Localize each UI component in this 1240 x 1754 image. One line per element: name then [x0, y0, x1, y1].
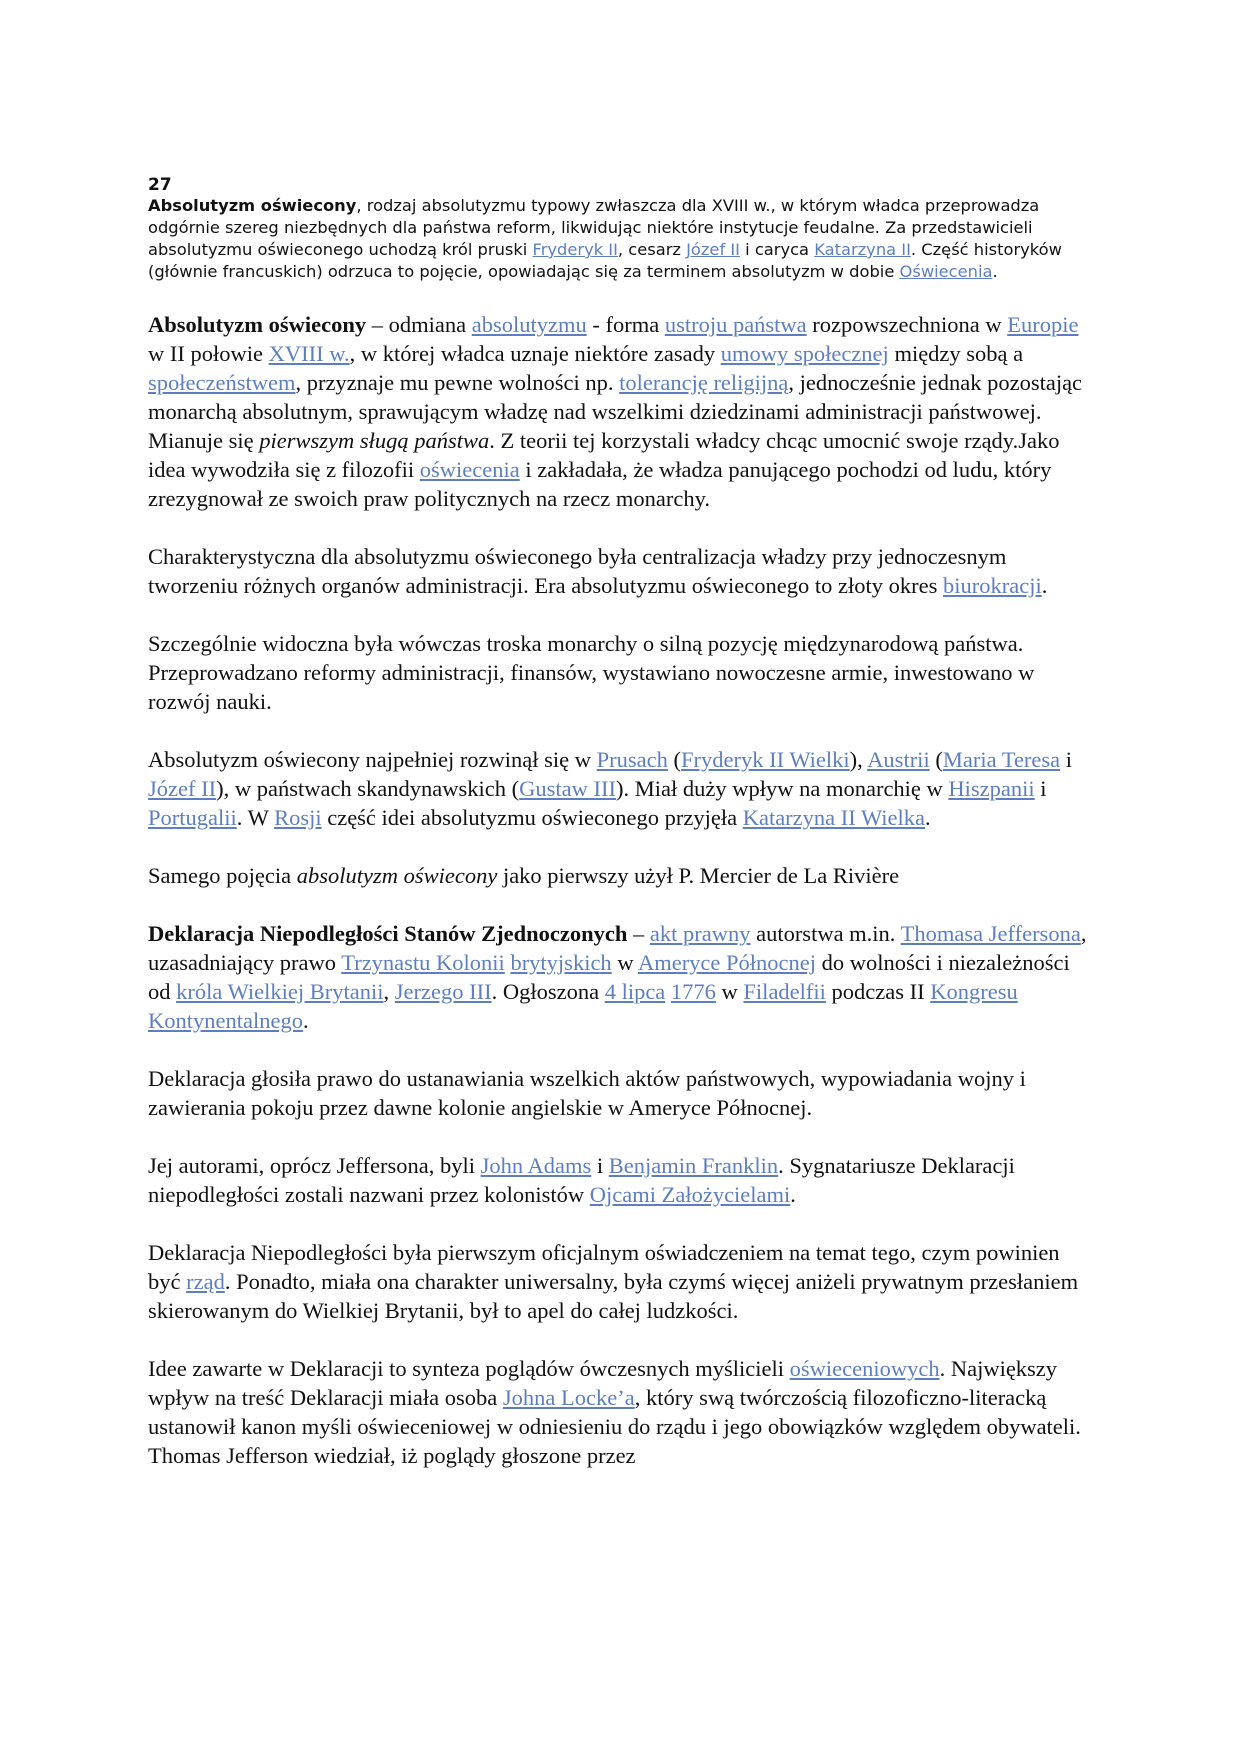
text: . Część historyków (głównie francuskich) odrzuca to pojęcie, opowiadając się za terminem absolutyzm w dobie [148, 240, 1062, 281]
text: Absolutyzm oświecony najpełniej rozwinął się w [148, 747, 597, 772]
link-jozef-ii[interactable]: Józef II [686, 240, 740, 259]
paragraph-centralization [148, 542, 1093, 600]
text: , [383, 979, 395, 1004]
link-brytyjskich[interactable]: brytyjskich [510, 950, 612, 975]
paragraph-government [148, 1238, 1093, 1325]
text: , cesarz [617, 240, 687, 259]
paragraph-definition [148, 310, 1093, 513]
text: Deklaracja Niepodległości była pierwszym oficjalnym oświadczeniem na temat tego, czym powinien być [148, 1240, 1060, 1294]
paragraph-countries [148, 745, 1093, 832]
text: , jednocześnie jednak pozostając monarchą absolutnym, sprawującym władzę nad wszelkimi dziedzinami administracji państwowej. Mianuje się [148, 370, 1083, 453]
text: i [1034, 776, 1047, 801]
text: część idei absolutyzmu oświeconego przyjęła [321, 805, 743, 830]
text: , w której władca uznaje niektóre zasady [349, 341, 721, 366]
document-page [148, 175, 1093, 1470]
text: Idee zawarte w Deklaracji to synteza poglądów ówczesnych myślicieli [148, 1356, 790, 1381]
text: w [611, 950, 638, 975]
paragraph-international [148, 629, 1093, 716]
text: . [302, 1008, 309, 1033]
text: podczas II [825, 979, 931, 1004]
text: ), [849, 747, 868, 772]
declaration-term: Deklaracja Niepodległości Stanów Zjednoczonych [148, 921, 628, 946]
text: Deklaracja głosiła prawo do ustanawiania wszelkich aktów państwowych, wypowiadania wojny i zawierania pokoju przez dawne kolonie angielskie w Ameryce Północnej. [148, 1066, 1026, 1120]
text: – [627, 921, 650, 946]
text: jako pierwszy użył P. Mercier de La Rivière [497, 863, 900, 888]
paragraph-ideas [148, 1354, 1093, 1470]
italic-text: absolutyzm oświecony [296, 863, 498, 888]
text: . Ponadto, miała ona charakter uniwersalny, była czymś więcej aniżeli prywatnym przesłaniem skierowanym do Wielkiej Brytanii, był to apel do całej ludzkości. [148, 1269, 1079, 1323]
link-johna-lockea[interactable]: Johna Locke’a [502, 1385, 635, 1410]
link-4-lipca[interactable]: 4 lipca [604, 979, 666, 1004]
text: ). Miał duży wpływ na monarchię w [616, 776, 949, 801]
link-xviii-w[interactable]: XVIII w. [268, 341, 350, 366]
link-hiszpanii[interactable]: Hiszpanii [948, 776, 1035, 801]
text: . [992, 262, 998, 281]
link-austrii[interactable]: Austrii [867, 747, 930, 772]
text: między sobą a [888, 341, 1024, 366]
text: autorstwa m.in. [750, 921, 901, 946]
text: . [790, 1182, 796, 1207]
link-oswiecenia[interactable]: Oświecenia [899, 262, 993, 281]
paragraph-term-origin [148, 861, 1093, 890]
text: Szczególnie widoczna była wówczas troska monarchy o silną pozycję międzynarodową państwa. Przeprowadzano reformy administracji, finansów, wystawiano nowoczesne armie, inwestowano w rozwój nauki. [148, 631, 1035, 714]
link-europie[interactable]: Europie [1007, 312, 1079, 337]
text: i [591, 1153, 609, 1178]
text: Charakterystyczna dla absolutyzmu oświeconego była centralizacja władzy przy jednoczesnym tworzeniu różnych organów administracji. Era absolutyzmu oświeconego to złoty okres [148, 544, 1007, 598]
intro-term: Absolutyzm oświecony [148, 196, 357, 215]
link-oswieceniowych[interactable]: oświeceniowych [789, 1356, 940, 1381]
link-fryderyk-ii[interactable]: Fryderyk II [532, 240, 618, 259]
link-akt-prawny[interactable]: akt prawny [649, 921, 751, 946]
link-rzad[interactable]: rząd [186, 1269, 225, 1294]
page-number: 27 [148, 175, 172, 195]
text: . W [236, 805, 275, 830]
text: rozpowszechniona w [806, 312, 1008, 337]
link-tolerancje-religijna[interactable]: tolerancję religijną [619, 370, 789, 395]
text: . Sygnatariusze Deklaracji niepodległości zostali nazwani przez kolonistów [148, 1153, 1015, 1207]
text: . Z teorii tej korzystali władcy chcąc umocnić swoje rządy.Jako idea wywodziła się z filozofii [148, 428, 1060, 482]
definition-term: Absolutyzm oświecony [148, 312, 367, 337]
text: - forma [586, 312, 665, 337]
text: . [1041, 573, 1048, 598]
link-1776[interactable]: 1776 [670, 979, 716, 1004]
text: . Największy wpływ na treść Deklaracji miała osoba [148, 1356, 1058, 1410]
link-ustroju-panstwa[interactable]: ustroju państwa [664, 312, 807, 337]
link-maria-teresa[interactable]: Maria Teresa [942, 747, 1061, 772]
text: Jej autorami, oprócz Jeffersona, byli [148, 1153, 481, 1178]
text: i [1060, 747, 1073, 772]
link-katarzyna-ii-wielka[interactable]: Katarzyna II Wielka [742, 805, 926, 830]
text: Samego pojęcia [148, 863, 297, 888]
link-benjamin-franklin[interactable]: Benjamin Franklin [608, 1153, 779, 1178]
link-ameryce-polnocnej[interactable]: Ameryce Północnej [637, 950, 817, 975]
text: . Ogłoszona [491, 979, 605, 1004]
text: ( [929, 747, 943, 772]
link-absolutyzmu[interactable]: absolutyzmu [471, 312, 587, 337]
text: , rodzaj absolutyzmu typowy zwłaszcza dla XVIII w., w którym władca przeprowadza odgórnie szereg niezbędnych dla państwa reform, likwidując niektóre instytucje feudalne. Za przedstawicieli absolutyzmu oświeconego uchodzą król pruski [148, 196, 1040, 259]
link-fryderyk-ii-wielki[interactable]: Fryderyk II Wielki [681, 747, 850, 772]
text: , który swą twórczością filozoficzno-literacką ustanowił kanon myśli oświeceniowej w odniesieniu do rządu i jego obowiązków względem obywateli. Thomas Jefferson wiedział, iż poglądy głoszone przez [148, 1385, 1081, 1468]
link-thomasa-jeffersona[interactable]: Thomasa Jeffersona [900, 921, 1081, 946]
text: w II połowie [148, 341, 269, 366]
intro-paragraph [148, 195, 1093, 283]
text: , uzasadniający prawo [148, 921, 1087, 975]
link-oswiecenia-2[interactable]: oświecenia [419, 457, 520, 482]
paragraph-declaration [148, 919, 1093, 1035]
link-ojcami-zalozycielami[interactable]: Ojcami Założycielami [589, 1182, 791, 1207]
link-katarzyna-ii[interactable]: Katarzyna II [814, 240, 911, 259]
link-jerzego-iii[interactable]: Jerzego III [394, 979, 492, 1004]
text: ), w państwach skandynawskich ( [216, 776, 520, 801]
paragraph-rights [148, 1064, 1093, 1122]
link-filadelfii[interactable]: Filadelfii [743, 979, 826, 1004]
link-trzynastu-kolonii[interactable]: Trzynastu Kolonii [341, 950, 505, 975]
text: w [715, 979, 744, 1004]
link-krola-wielkiej-brytanii[interactable]: króla Wielkiej Brytanii [176, 979, 384, 1004]
link-prusach[interactable]: Prusach [596, 747, 668, 772]
link-spoleczenstwem[interactable]: społeczeństwem [148, 370, 296, 395]
link-gustaw-iii[interactable]: Gustaw III [519, 776, 616, 801]
text: i zakładała, że władza panującego pochodzi od ludu, który zrezygnował ze swoich praw politycznych na rzecz monarchy. [148, 457, 1052, 511]
text: . [925, 805, 931, 830]
text: do wolności i niezależności od [148, 950, 1070, 1004]
link-jozef-ii-2[interactable]: Józef II [148, 776, 217, 801]
text: i caryca [739, 240, 815, 259]
link-portugalii[interactable]: Portugalii [148, 805, 237, 830]
paragraph-authors [148, 1151, 1093, 1209]
link-john-adams[interactable]: John Adams [480, 1153, 592, 1178]
text: , przyznaje mu pewne wolności np. [295, 370, 620, 395]
text: – odmiana [366, 312, 472, 337]
link-rosji[interactable]: Rosji [274, 805, 322, 830]
text: ( [667, 747, 682, 772]
link-umowy-spolecznej[interactable]: umowy społecznej [720, 341, 889, 366]
link-biurokracji[interactable]: biurokracji [943, 573, 1042, 598]
link-kongresu-kontynentalnego[interactable]: Kongresu Kontynentalnego [148, 979, 1018, 1033]
italic-text: pierwszym sługą państwa [259, 428, 490, 453]
